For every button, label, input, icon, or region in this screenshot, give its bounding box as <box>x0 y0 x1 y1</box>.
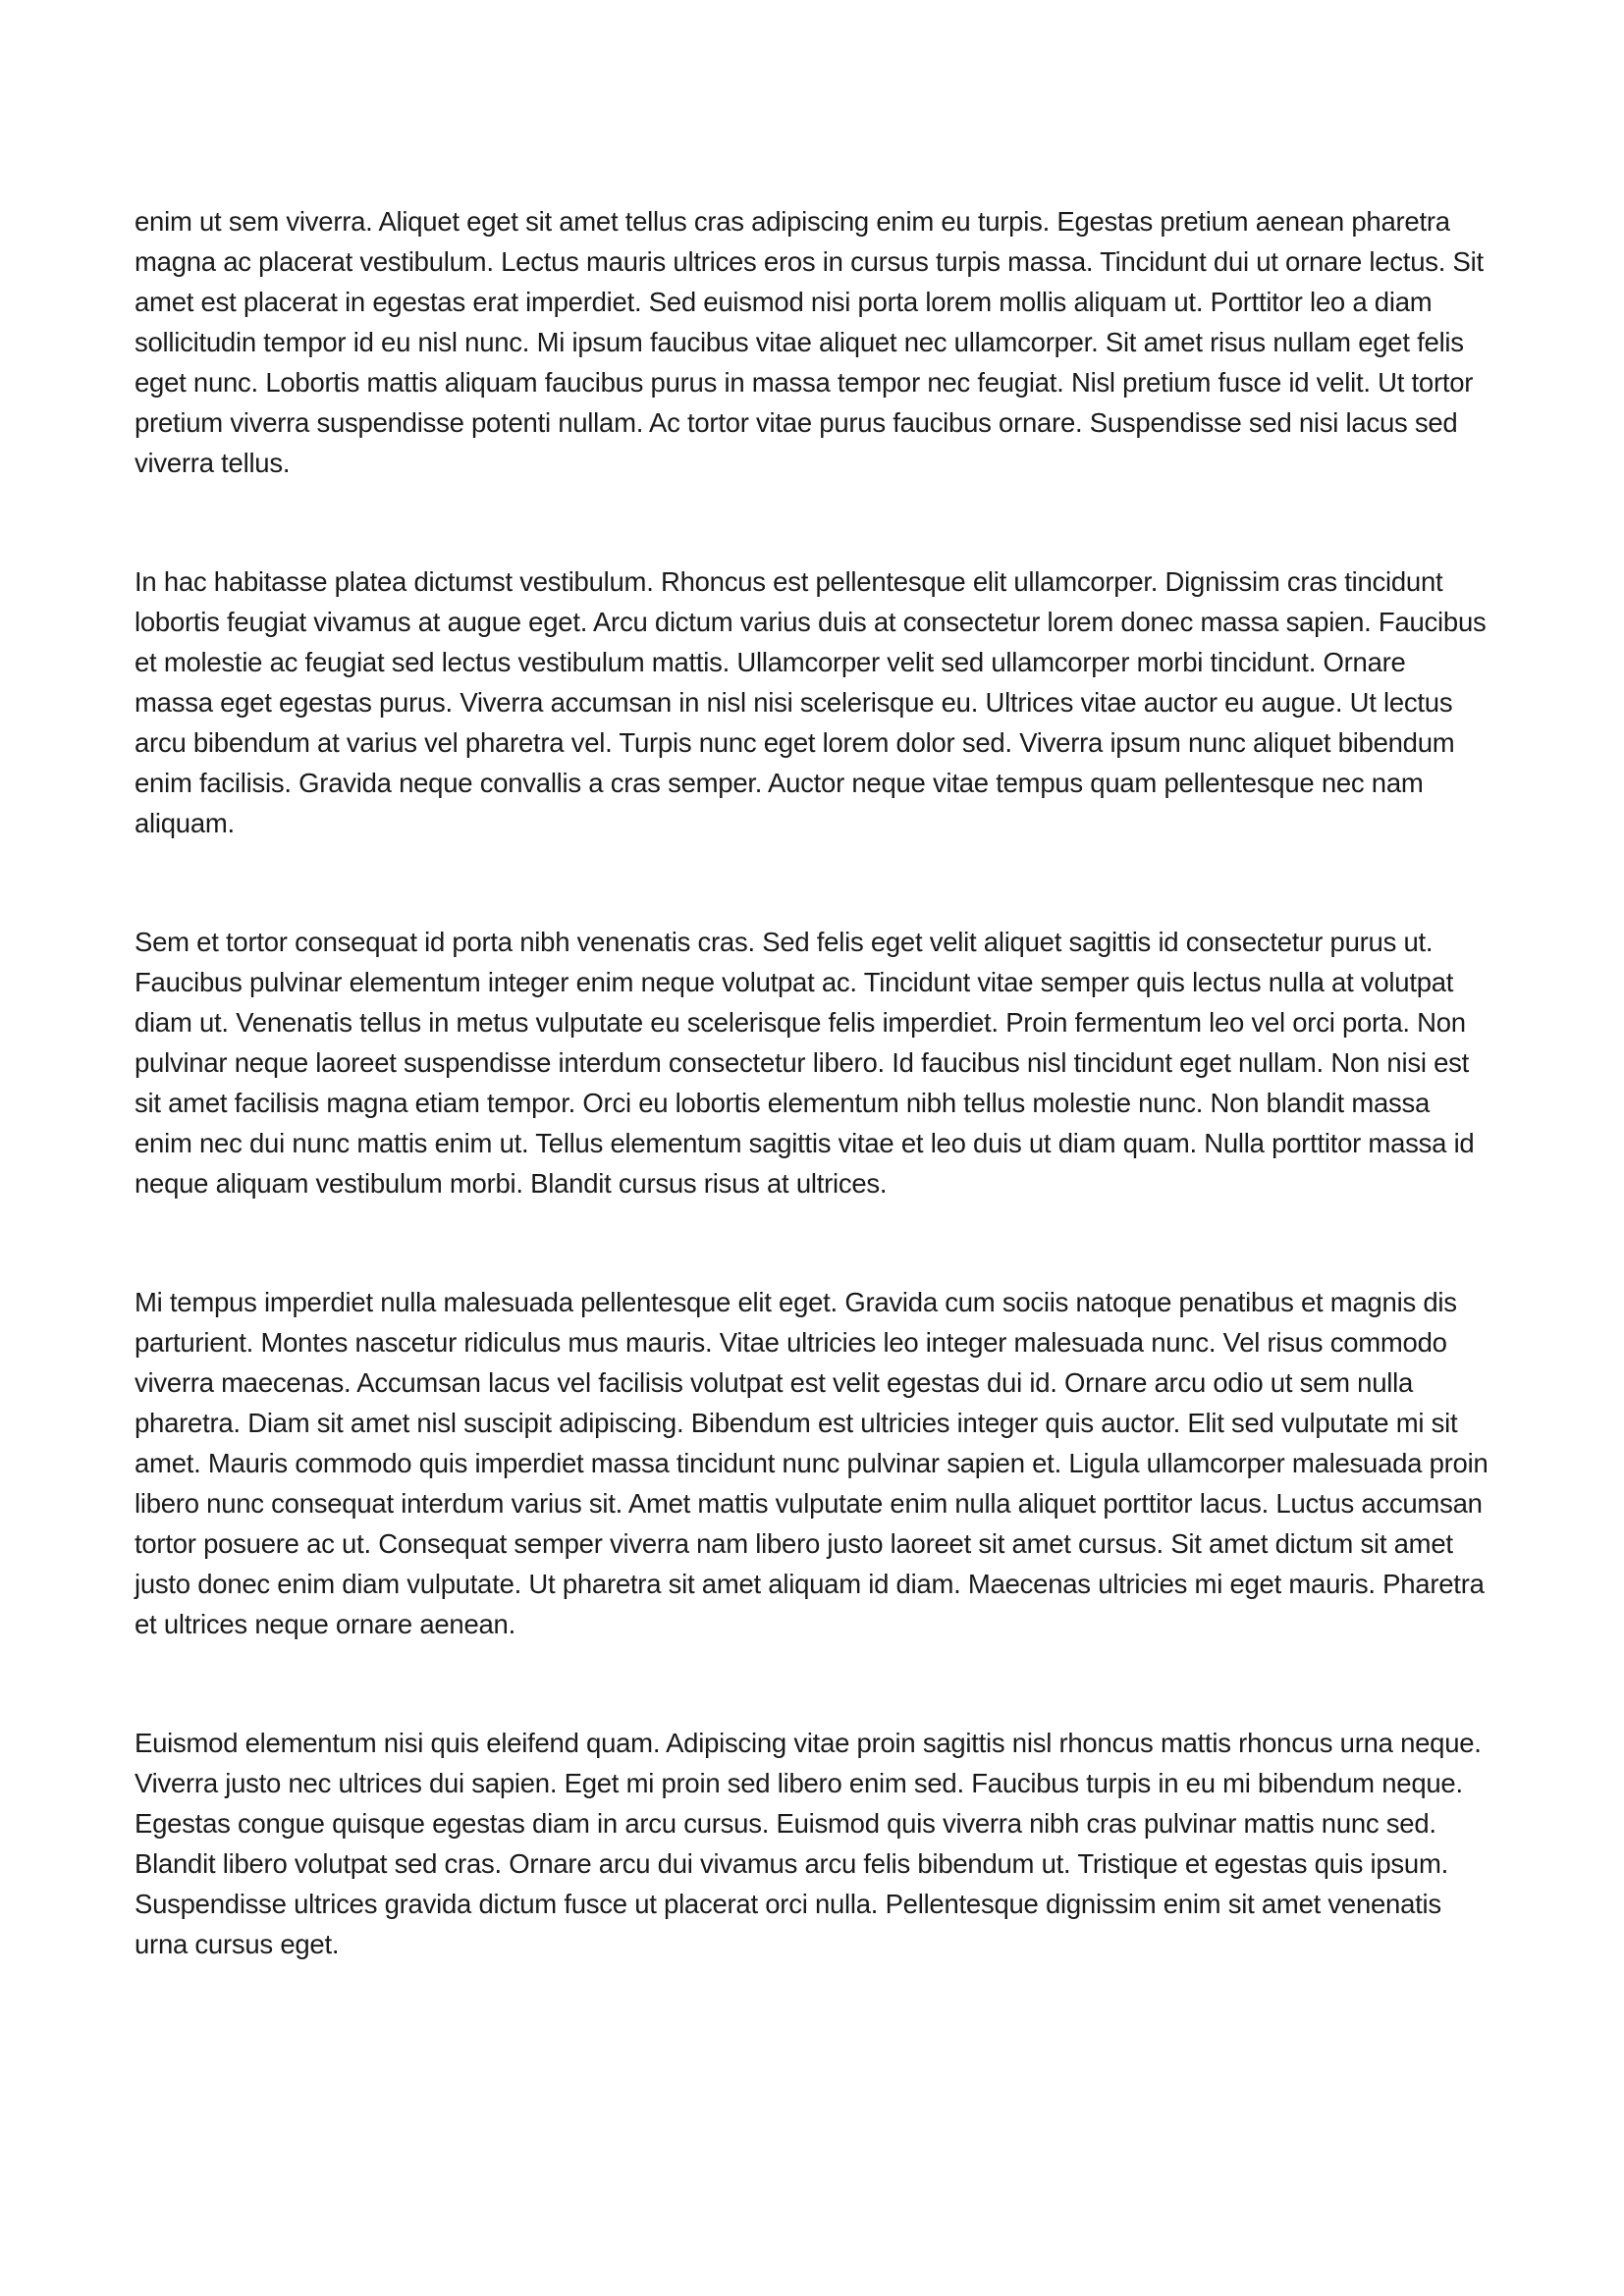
paragraph-4: Mi tempus imperdiet nulla malesuada pellentesque elit eget. Gravida cum sociis natoque penatibus et magnis dis parturient. Montes nascetur ridiculus mus mauris. Vitae ultricies leo integer malesuada nunc. Vel risus commodo viverra maecenas. Accumsan lacus vel facilisis volutpat est velit egestas dui id. Ornare arcu odio ut sem nulla pharetra. Diam sit amet nisl suscipit adipiscing. Bibendum est ultricies integer quis auctor. Elit sed vulputate mi sit amet. Mauris commodo quis imperdiet massa tincidunt nunc pulvinar sapien et. Ligula ullamcorper malesuada proin libero nunc consequat interdum varius sit. Amet mattis vulputate enim nulla aliquet porttitor lacus. Luctus accumsan tortor posuere ac ut. Consequat semper viverra nam libero justo laoreet sit amet cursus. Sit amet dictum sit amet justo donec enim diam vulputate. Ut pharetra sit amet aliquam id diam. Maecenas ultricies mi eget mauris. Pharetra et ultrices neque ornare aenean. <box>135 1287 1489 1639</box>
paragraph-3: Sem et tortor consequat id porta nibh venenatis cras. Sed felis eget velit aliquet sagittis id consectetur purus ut. Faucibus pulvinar elementum integer enim neque volutpat ac. Tincidunt vitae semper quis lectus nulla at volutpat diam ut. Venenatis tellus in metus vulputate eu scelerisque felis imperdiet. Proin fermentum leo vel orci porta. Non pulvinar neque laoreet suspendisse interdum consectetur libero. Id faucibus nisl tincidunt eget nullam. Non nisi est sit amet facilisis magna etiam tempor. Orci eu lobortis elementum nibh tellus molestie nunc. Non blandit massa enim nec dui nunc mattis enim ut. Tellus elementum sagittis vitae et leo duis ut diam quam. Nulla porttitor massa id neque aliquam vestibulum morbi. Blandit cursus risus at ultrices. <box>135 927 1475 1199</box>
document-text-body <box>135 201 1489 1964</box>
paragraph-2: In hac habitasse platea dictumst vestibulum. Rhoncus est pellentesque elit ullamcorper. Dignissim cras tincidunt lobortis feugiat vivamus at augue eget. Arcu dictum varius duis at consectetur lorem donec massa sapien. Faucibus et molestie ac feugiat sed lectus vestibulum mattis. Ullamcorper velit sed ullamcorper morbi tincidunt. Ornare massa eget egestas purus. Viverra accumsan in nisl nisi scelerisque eu. Ultrices vitae auctor eu augue. Ut lectus arcu bibendum at varius vel pharetra vel. Turpis nunc eget lorem dolor sed. Viverra ipsum nunc aliquet bibendum enim facilisis. Gravida neque convallis a cras semper. Auctor neque vitae tempus quam pellentesque nec nam aliquam. <box>135 566 1487 838</box>
paragraph-1: enim ut sem viverra. Aliquet eget sit amet tellus cras adipiscing enim eu turpis. Egestas pretium aenean pharetra magna ac placerat vestibulum. Lectus mauris ultrices eros in cursus turpis massa. Tincidunt dui ut ornare lectus. Sit amet est placerat in egestas erat imperdiet. Sed euismod nisi porta lorem mollis aliquam ut. Porttitor leo a diam sollicitudin tempor id eu nisl nunc. Mi ipsum faucibus vitae aliquet nec ullamcorper. Sit amet risus nullam eget felis eget nunc. Lobortis mattis aliquam faucibus purus in massa tempor nec feugiat. Nisl pretium fusce id velit. Ut tortor pretium viverra suspendisse potenti nullam. Ac tortor vitae purus faucibus ornare. Suspendisse sed nisi lacus sed viverra tellus. <box>135 206 1484 478</box>
paragraph-5: Euismod elementum nisi quis eleifend quam. Adipiscing vitae proin sagittis nisl rhoncus mattis rhoncus urna neque. Viverra justo nec ultrices dui sapien. Eget mi proin sed libero enim sed. Faucibus turpis in eu mi bibendum neque. Egestas congue quisque egestas diam in arcu cursus. Euismod quis viverra nibh cras pulvinar mattis nunc sed. Blandit libero volutpat sed cras. Ornare arcu dui vivamus arcu felis bibendum ut. Tristique et egestas quis ipsum. Suspendisse ultrices gravida dictum fusce ut placerat orci nulla. Pellentesque dignissim enim sit amet venenatis urna cursus eget. <box>135 1728 1482 1959</box>
